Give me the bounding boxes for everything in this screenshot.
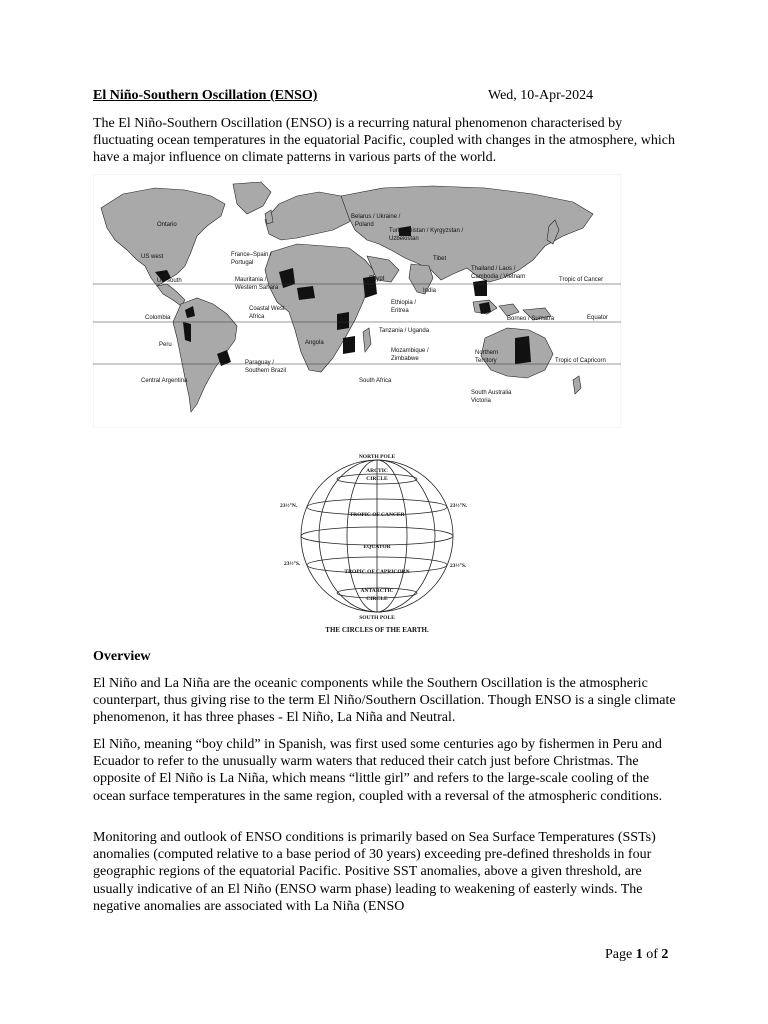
globe-labels	[280, 454, 468, 634]
map-label-equator: Equator	[587, 315, 609, 321]
map-label-zimbabwe: Zimbabwe	[391, 356, 419, 362]
document-title: El Niño-Southern Oscillation (ENSO)	[93, 88, 318, 103]
map-label-us-south: US south	[157, 278, 182, 284]
world-map-figure	[93, 174, 621, 428]
map-label-mozambique: Mozambique /	[391, 348, 429, 354]
map-label-us-west: US west	[141, 254, 164, 260]
map-label-tropic-cancer: Tropic of Cancer	[559, 277, 604, 283]
map-label-egypt: Egypt	[369, 276, 385, 282]
map-label-victoria: Victoria	[471, 398, 491, 404]
map-label-india: India	[423, 288, 437, 294]
page-footer	[605, 947, 668, 963]
globe-caption: THE CIRCLES OF THE EARTH.	[325, 626, 429, 634]
globe-label-arctic-circle: CIRCLE	[366, 476, 388, 482]
globe-label-south-pole: SOUTH POLE	[359, 615, 395, 621]
map-label-eritrea: Eritrea	[391, 308, 409, 314]
globe-label-tropic-capricorn: TROPIC OF CAPRICORN	[344, 569, 410, 575]
overview-paragraph-1: El Niño and La Niña are the oceanic components while the Southern Oscillation is the atmospheric counterpart, thus giving rise to the term El Niño/Southern Oscillation. Though ENSO is a single climate phenomenon, it has three phases - El Niño, La Niña and Neutral.	[93, 676, 676, 726]
footer-page-label: Page	[605, 947, 633, 962]
map-label-southern-brazil: Southern Brazil	[245, 368, 287, 374]
map-label-mauritania: Mauritania /	[235, 277, 267, 283]
map-label-colombia: Colombia	[145, 315, 171, 321]
map-label-territory: Territory	[475, 358, 497, 364]
document-date: Wed, 10-Apr-2024	[488, 88, 594, 103]
footer-page-number: 1	[635, 947, 643, 962]
map-label-uzbekistan: Uzbekistan	[389, 236, 419, 242]
map-label-africa: Africa	[249, 314, 265, 320]
globe-label-deg-s-right: 23½°S.	[450, 563, 467, 569]
map-label-portugal: Portugal	[231, 260, 254, 266]
map-label-ethiopia: Ethiopia /	[391, 300, 417, 306]
map-label-western-sahara: Western Sahara	[235, 285, 279, 291]
globe-label-equator: EQUATOR	[363, 544, 391, 550]
map-label-south-australia: South Australia	[471, 390, 512, 396]
map-label-tropic-capricorn: Tropic of Capricorn	[555, 358, 606, 364]
footer-page-total: 2	[661, 947, 669, 962]
map-label-belarus: Belarus / Ukraine /	[351, 214, 401, 220]
map-label-tibet: Tibet	[433, 256, 447, 262]
globe-label-deg-n-left: 23½°N.	[280, 503, 298, 509]
globe-label-arctic: ARCTIC	[366, 468, 388, 474]
map-label-tanzania: Tanzania / Uganda	[379, 328, 430, 334]
map-label-south-africa: South Africa	[359, 378, 392, 384]
map-label-borneo: Borneo / Sumatra	[507, 316, 555, 322]
globe-label-antarctic-circle: CIRCLE	[366, 596, 388, 602]
map-label-ontario: Ontario	[157, 222, 177, 228]
intro-paragraph: The El Niño-Southern Oscillation (ENSO) is a recurring natural phenomenon characterised by fluctuating ocean temperatures in the equatorial Pacific, coupled with changes in the atmosphere, which have a major influence on climate patterns in various parts of the world.	[93, 116, 675, 166]
globe-label-antarctic: ANTARCTIC	[360, 588, 394, 594]
map-label-coastal-west: Coastal West	[249, 306, 285, 312]
map-label-turkmenistan: Turkmenistan / Kyrgyzstan /	[389, 228, 464, 234]
overview-heading: Overview	[93, 649, 151, 664]
map-label-cambodia: Cambodia / Vietnam	[471, 274, 526, 280]
map-label-central-argentina: Central Argentina	[141, 378, 188, 384]
globe-label-deg-n-right: 23½°N.	[450, 503, 468, 509]
globe-label-north-pole: NORTH POLE	[358, 454, 396, 460]
map-label-paraguay: Paraguay /	[245, 360, 275, 366]
overview-paragraph-2: El Niño, meaning “boy child” in Spanish, was first used some centuries ago by fishermen in Peru and Ecuador to refer to the unusually warm waters that reduced their catch just before Christmas. The opposite of El Niño is La Niña, which means “little girl” and refers to the large-scale cooling of the ocean surface temperatures in the same region, coupled with a reversal of the atmospheric conditions.	[93, 737, 663, 804]
map-label-france-spain: France–Spain /	[231, 252, 272, 258]
map-label-thailand: Thailand / Laos /	[471, 266, 516, 272]
map-label-northern: Northern	[475, 350, 499, 356]
globe-circles-figure	[278, 441, 476, 639]
globe-label-tropic-cancer: TROPIC OF CANCER	[349, 512, 405, 518]
map-label-angola: Angola	[305, 340, 324, 346]
footer-of: of	[646, 947, 658, 962]
map-label-peru: Peru	[159, 342, 172, 348]
document-header	[93, 88, 653, 106]
globe-label-deg-s-left: 23½°S.	[284, 561, 301, 567]
overview-paragraph-3: Monitoring and outlook of ENSO conditions is primarily based on Sea Surface Temperatures (SSTs) anomalies (computed relative to a base period of 30 years) exceeding pre-defined thresholds in four geographic regions of the equatorial Pacific. Positive SST anomalies, above a given threshold, are usually indicative of an El Niño (ENSO warm phase) leading to weakening of easterly winds. The negative anomalies are associated with La Niña (ENSO	[93, 830, 656, 914]
map-label-poland: Poland	[355, 222, 374, 228]
